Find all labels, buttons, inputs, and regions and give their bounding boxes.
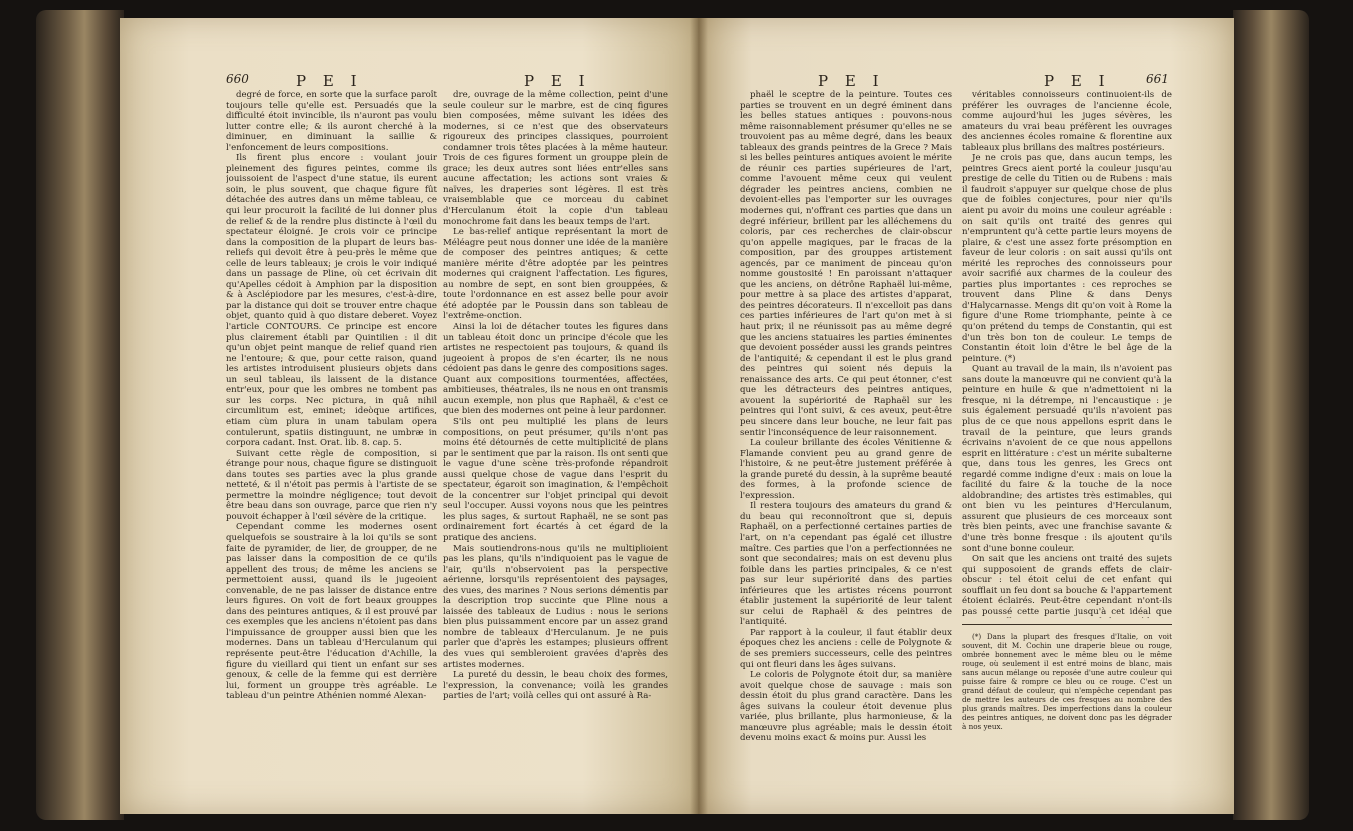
paragraph: On sait que les anciens ont traité des sujets qui supposoient de grands effets de clair-obscur : tel étoit celui de cet enfant qui soufflait un feu dont sa bouche & l'appartement étoient éclairés. Peut-être cependant n'ont-ils pas poussé cette partie jusqu'à cet idéal que [962, 554, 1172, 617]
paragraph: degré de force, en sorte que la surface paroît toujours telle qu'elle est. Persuadés que la difficulté étoit invincible, ils n'auront pas voulu lutter contre elle; & ils auront cherché à la diminuer, en diminuant la saillie & l'enfoncement de leurs compositions. [226, 90, 437, 153]
paragraph: La pureté du dessin, le beau choix des formes, l'expression, la convenance; voilà les grandes parties de l'art; voilà celles qui ont assuré à Ra- [443, 670, 668, 702]
right-running-head-2: P E I [1044, 72, 1111, 90]
left-column-1 [226, 90, 437, 790]
paragraph: véritables connoisseurs continuoient-ils de préférer les ouvrages de l'ancienne école, comme aujourd'hui les juges sévères, les amateurs du vrai beau préfèrent les ouvrages des anciennes écoles romaine & florentine aux tableaux plus brillans des maîtres postérieurs. [962, 90, 1172, 153]
paragraph: La couleur brillante des écoles Vénitienne & Flamande convient peu au grand genre de l'histoire, & ne peut-être justement préférée à la grande pureté du dessin, à la suprême beauté des formes, à la profonde science de l'expression. [740, 438, 952, 501]
paragraph: Par rapport à la couleur, il faut établir deux époques chez les anciens : celle de Polygnote & de ses premiers successeurs, celle des peintres qui ont fleuri dans les âges suivans. [740, 627, 952, 670]
paragraph: phaël le sceptre de la peinture. Toutes ces parties se trouvent en un degré éminent dans les belles statues antiques : pouvons-nous même raisonnablement présumer qu'elles ne se trouvoient pas au même degré, dans les beaux tableaux des grands peintres de la Grece ? Mais si les belles peintures antiques avoient le mérite de réunir ces parties supérieures de l'art, comme l'avouent même ceux qui veulent dégrader les peintres anciens, combien ne devoient-elles pas l'emporter sur les ouvrages modernes qui, n'offrant ces parties que dans un degré inférieur, brillent par les alléchemens du coloris, par ces recherches de clair-obscur qu'on appelle magiques, par le fracas de la composition, par des grouppes artistement agencés, par ce maniment de pinceau qu'on nomme goustosité ! En paroissant n'attaquer que les anciens, on détrône Raphaël lui-même, pour mettre à sa place des artistes d'apparat, des peintres décorateurs. Il n'excelloit pas dans ces parties inférieures de l'art qu'on met à si haut prix; il ne réunissoit pas au même degré que les anciens statuaires les parties éminentes que devoient posséder aussi les grands peintres de l'antiquité; & cependant il est le plus grand des peintres qui soient nés depuis la renaissance des arts. Ce qui peut étonner, c'est que les détracteurs des peintres antiques, avouent la supériorité de Raphaël sur les peintres qui l'ont suivi, & ces aveux, peut-être peu sincere dans leur bouche, ne leur fait pas sentir l'inconséquence de leur raisonnement. [740, 90, 952, 438]
paragraph: dre, ouvrage de la même collection, peint d'une seule couleur sur le marbre, est de cinq figures bien composées, même suivant les idées des modernes, si ce n'est que des observateurs rigoureux des principes classiques, pourroient condamner trois têtes placées à la même hauteur. Trois de ces figures forment un grouppe plein de grace; les deux autres sont liées entr'elles sans aucune affectation; les actions sont vraies & naïves, les draperies sont légères. Il est très vraisemblable que ce morceau du cabinet d'Herculanum étoit la copie d'un tableau monochrome fait dans les beaux temps de l'art. [443, 90, 668, 227]
left-running-head-1: P E I [296, 72, 363, 90]
paragraph: Je ne crois pas que, dans aucun temps, les peintres Grecs aient porté la couleur jusqu'au prestige de celle du Titien ou de Rubens : mais il faudroit s'appuyer sur quelque chose de plus que de foibles conjectures, pour nier qu'ils aient pu avoir du moins une couleur agréable : on sait qu'ils ont traité des genres qui n'empruntent qu'à cette partie leurs moyens de plaire, & c'est une assez forte présomption en faveur de leur coloris : on sait aussi qu'ils ont mérité les reproches des connoisseurs pour avoir sacrifié aux charmes de la couleur des parties plus importantes : ces reproches se trouvent dans Pline & dans Denys d'Halycarnasse. Mengs dit qu'on voit à Rome la figure d'une Rome triomphante, peinte à ce qu'on prétend du temps de Constantin, qui est d'un très bon ton de couleur. Le temps de Constantin étoit loin d'être le bel âge de la peinture. (*) [962, 153, 1172, 364]
paragraph: Quant au travail de la main, ils n'avoient pas sans doute la manœuvre qui ne convient qu'à la peinture en huile & que n'admettoient ni la fresque, ni la détrempe, ni l'encaustique : je suis également persuadé qu'ils n'avoient pas plus de ce que nous appellons esprit dans le travail de la peinture, que leurs grands écrivains n'avoient de ce que nous appellons esprit en littérature : c'est un mérite subalterne que, dans tous les genres, les Grecs ont regardé comme indigne d'eux : mais on loue la facilité du faire & la touche de la noce aldobrandine; des artistes très estimables, qui ont bien vu les peintures d'Herculanum, assurent que plusieurs de ces morceaux sont très bien peints, avec une franchise savante & d'une très bonne fresque : ils ajoutent qu'ils sont d'une bonne couleur. [962, 364, 1172, 554]
paragraph: Le bas-relief antique représentant la mort de Méléagre peut nous donner une idée de la manière de composer des peintres antiques; & cette manière mérite d'être adoptée par les peintres modernes qui craignent l'affectation. Les figures, au nombre de sept, en sont bien grouppées, & toute l'ordonnance en est assez belle pour avoir été adoptée par le Poussin dans son tableau de l'extrême-onction. [443, 227, 668, 322]
footnote [962, 632, 1172, 732]
paragraph: Il restera toujours des amateurs du grand & du beau qui reconnoîtront que si, depuis Raphaël, on a perfectionné certaines parties de l'art, on n'a cependant pas égalé cet illustre maître. Ces parties que l'on a perfectionnées ne sont que secondaires; mais on est devenu plus foible dans les parties principales, & ce n'est pas sur leur supériorité dans des parties inférieures que les artistes récens pourront établir justement la supériorité de leur talent sur celui de Raphaël & des peintres de l'antiquité. [740, 501, 952, 628]
paragraph: Suivant cette règle de composition, si étrange pour nous, chaque figure se distinguoit dans toutes ses parties avec la plus grande netteté, & il n'étoit pas permis à l'artiste de se permettre la moindre négligence; tout devoit être beau dans son ouvrage, parce que rien n'y pouvoit échapper à l'œil sévère de la critique. [226, 448, 437, 522]
right-column-2 [962, 90, 1172, 618]
paragraph: Ils firent plus encore : voulant jouir pleinement des figures peintes, comme ils jouissoient de l'aspect d'une statue, ils eurent soin, le plus souvent, que chaque figure fût détachée des autres dans un même tableau, ce qui leur procuroit la facilité de lui donner plus de relief & de la rendre plus distincte à l'œil du spectateur éloigné. Je crois voir ce principe dans la composition de la plupart de leurs bas-reliefs qui devoit être à peu-près le même que celle de leurs tableaux; je crois le voir indiqué dans un passage de Pline, où cet écrivain dit qu'Apelles cédoit à Amphion par la disposition & à Asclépiodore par les mesures, c'est-à-dire, par la distance qui doit se trouver entre chaque objet, quanto quid à quo distare deberet. Voyez l'article CONTOURS. Ce principe est encore plus clairement établi par Quintilien : il dit qu'un objet peint manque de relief quand rien ne l'entoure; & que, pour cette raison, quand les artistes introduisent plusieurs objets dans un seul tableau, ils laissent de la distance entr'eux, pour que les ombres ne tombent pas sur les corps. Nec pictura, in quâ nihil circumlitum est, eminet; ideòque artifices, etiam cùm plura in unam tabulam opera contulerunt, spatiis distinguunt, ne umbræ in corpora cadant. Inst. Orat. lib. 8. cap. 5. [226, 153, 437, 449]
right-cover-edge [1233, 10, 1309, 820]
right-running-head-1: P E I [818, 72, 885, 90]
footnote-text: (*) Dans la plupart des fresques d'Italie, on voit souvent, dit M. Cochin une draperie bleue ou rouge, ombrée bonnement avec le même bleu ou le même rouge, où seulement il est entré moins de blanc, mais sans aucun mélange ou reposée d'une autre couleur qui puisse faire & rompre ce bleu ou ce rouge. C'est un grand défaut de couleur, qui n'empêche cependant pas de mettre les auteurs de ces fresques au nombre des plus grands maîtres. Des imperfections dans la couleur des peintres antiques, ne doivent donc pas les dégrader à nos yeux. [962, 632, 1172, 731]
right-column-1 [740, 90, 952, 790]
paragraph: Le coloris de Polygnote étoit dur, sa manière avoit quelque chose de sauvage : mais son dessin étoit du plus grand caractère. Dans les âges suivans la couleur étoit devenue plus variée, plus brillante, plus harmonieuse, & la manœuvre plus agréable; mais le dessin étoit devenu moins exact & moins pur. Aussi les [740, 670, 952, 744]
paragraph: S'ils ont peu multiplié les plans de leurs compositions, on peut présumer, qu'ils n'ont pas moins été détournés de cette multiplicité de plans par le sentiment que par la raison. Ils ont senti que le vague d'une scène très-profonde répandroit aussi quelque chose de vague dans l'esprit du spectateur, égaroit son imagination, & l'empêchoit de la concentrer sur l'objet principal qui devoit seul l'occuper. Aussi voyons nous que les peintres les plus sages, & surtout Raphaël, ne se sont pas ordinairement fort écartés à cet égard de la pratique des anciens. [443, 416, 668, 543]
paragraph: Mais soutiendrons-nous qu'ils ne multiplioient pas les plans, qu'ils n'indiquoient pas le vague de l'air, qu'ils n'observoient pas la perspective aérienne, lorsqu'ils représentoient des paysages, des vues, des marines ? Nous serions démentis par la description trop succinte que Pline nous a laissée des tableaux de Ludius : nous le serions bien plus puissamment encore par un assez grand nombre de tableaux d'Herculanum. Je ne puis parler que d'après les estampes; plusieurs offrent des vues qui sembleroient gravées d'après des artistes modernes. [443, 543, 668, 670]
left-cover-edge [36, 10, 124, 820]
left-running-head-2: P E I [524, 72, 591, 90]
paragraph: Cependant comme les modernes osent quelquefois se soustraire à la loi qu'ils se sont faite de pyramider, de lier, de groupper, de ne pas laisser dans la composition de ce qu'ils appellent des trous; de même les anciens se permettoient aussi, quand ils le jugeoient convenable, de ne pas laisser de distance entre leurs figures. On voit de fort beaux grouppes dans des peintures antiques, & il est prouvé par ces exemples que les anciens n'étoient pas dans l'impuissance de groupper aussi bien que les modernes. Dans un tableau d'Herculanum qui représente peut-être l'éducation d'Achille, la figure du vieillard qui tient un enfant sur ses genoux, & celle de la femme qui est derrière lui, forment un grouppe très agréable. Le tableau d'un peintre Athénien nommé Alexan- [226, 522, 437, 702]
paragraph: Ainsi la loi de détacher toutes les figures dans un tableau étoit donc un principe d'école que les artistes ne respectoient pas toujours, & quand ils jugeoient à propos de s'en écarter, ils ne nous cédoient pas dans le genre des compositions sages. Quant aux compositions tourmentées, affectées, ambitieuses, théatrales, ils ne nous en ont transmis aucun exemple, non plus que Raphaël, & c'est ce que bien des modernes ont peine à leur pardonner. [443, 322, 668, 417]
left-column-2 [443, 90, 668, 790]
right-page-number: 661 [1146, 72, 1169, 86]
footnote-rule [962, 624, 1172, 625]
left-page-number: 660 [226, 72, 249, 86]
book-gutter [690, 18, 708, 814]
